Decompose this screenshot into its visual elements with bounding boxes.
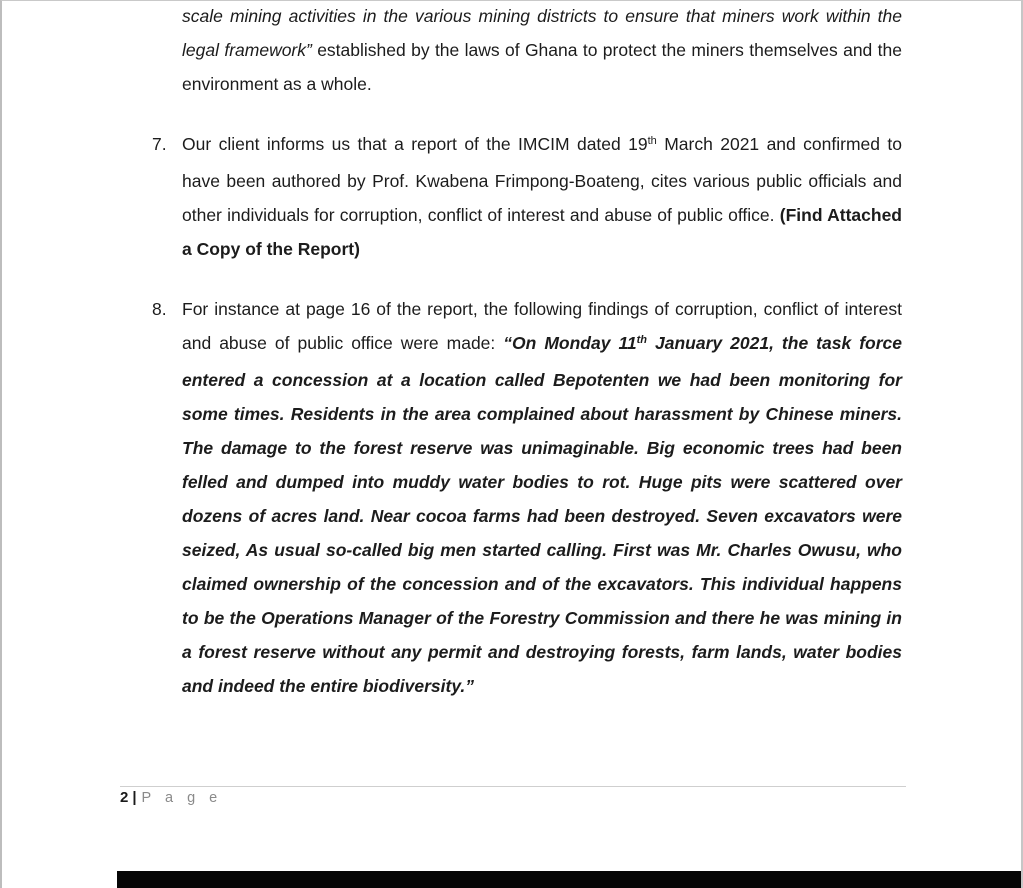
- list-item-8: [152, 292, 902, 703]
- list-item-7-text: Our client informs us that a report of the IMCIM dated 19th March 2021 and confirmed to have been authored by Prof. Kwabena Frimpong-Boateng, cites various public officials and other individuals for corruption, conflict of interest and abuse of public office. (Find Attached a Copy of the Report): [182, 134, 902, 259]
- list-number-8: 8.: [152, 299, 167, 319]
- paragraph-continuation: [182, 0, 902, 101]
- document-body: [152, 0, 902, 703]
- list-item-8-text: For instance at page 16 of the report, the following findings of corruption, conflict of interest and abuse of public office were made: “On Monday 11th January 2021, the task force entered a concession at a location called Bepotenten we had been monitoring for some times. Residents in the area complained about harassment by Chinese miners. The damage to the forest reserve was unimaginable. Big economic trees had been felled and dumped into muddy water bodies to rot. Huge pits were scattered over dozens of acres land. Near cocoa farms had been destroyed. Seven excavators were seized, As usual so-called big men started calling. First was Mr. Charles Owusu, who claimed ownership of the concession and of the excavators. This individual happens to be the Operations Manager of the Forestry Commission and there he was mining in a forest reserve without any permit and destroying forests, farm lands, water bodies and indeed the entire biodiversity.”: [182, 299, 902, 696]
- list-item-7: [152, 127, 902, 266]
- page-number: 2: [120, 789, 129, 806]
- footer-separator: |: [132, 789, 137, 806]
- bottom-black-bar: [117, 871, 1021, 888]
- footer-rule: [120, 786, 906, 787]
- list-number-7: 7.: [152, 134, 167, 154]
- footer-page-label: P a g e: [141, 790, 223, 806]
- page-footer: [120, 789, 222, 807]
- paragraph-continuation-text: scale mining activities in the various mining districts to ensure that miners work within the legal framework” established by the laws of Ghana to protect the miners themselves and the environment as a whole.: [182, 6, 902, 94]
